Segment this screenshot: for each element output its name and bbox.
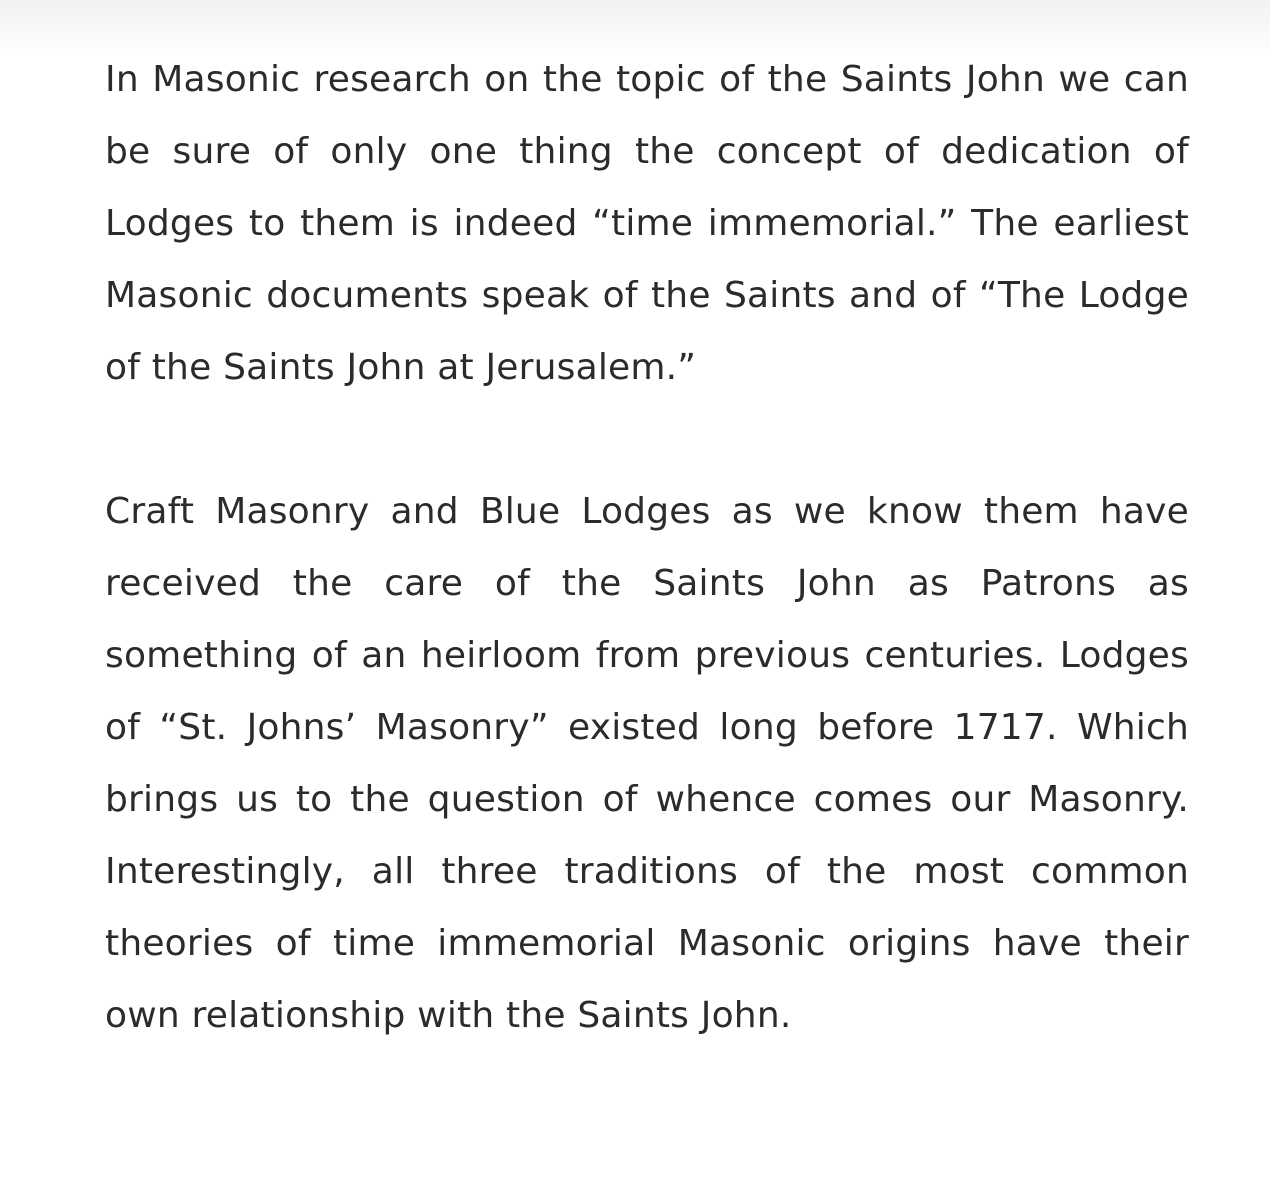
paragraph-saints-john-dedication: In Masonic research on the topic of the Saints John we can be sure of only one thing the concept of dedication of Lodges to them is indeed “time immemorial.” The earliest Masonic documents speak of the Saints and of “The Lodge of the Saints John at Jerusalem.” xyxy=(105,59,1189,388)
article-body xyxy=(105,44,1189,1052)
paragraph-craft-masonry-origins: Craft Masonry and Blue Lodges as we know them have received the care of the Saints John as Patrons as something of an heirloom from previous centuries. Lodges of “St. Johns’ Masonry” existed long before 1717. Which brings us to the question of whence comes our Masonry. Interestingly, all three traditions of the most common theories of time immemorial Masonic origins have their own relationship with the Saints John. xyxy=(105,491,1189,1036)
